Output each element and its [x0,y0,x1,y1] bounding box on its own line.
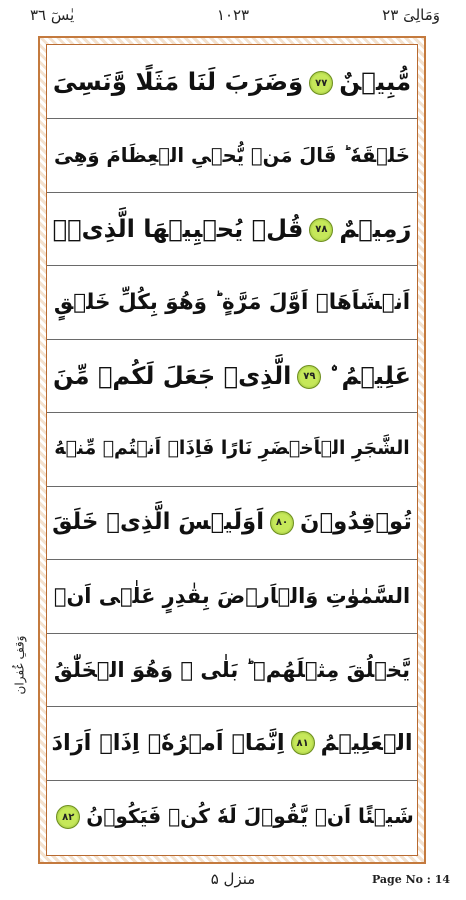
surah-name: یٰسٓ ٣٦ [30,6,75,24]
verse-text [53,215,412,243]
page-border [38,36,426,864]
verse-segment: عَلِیۡمُ ۨ [327,361,412,390]
verse-text [53,67,411,96]
verse-text [50,804,414,830]
verse-segment: الَّذِیۡ جَعَلَ لَكُمۡ مِّنَ [52,361,292,390]
ayah-number-marker: ٧٨ [309,218,333,242]
page-header [0,0,466,34]
ayah-number-marker: ٨١ [291,731,315,755]
verse-segment: الۡعَلِیۡمُ [320,729,413,756]
verse-text [54,657,410,682]
verse-segment: الشَّجَرِ الۡاَخۡضَرِ نَارًا فَاِذَاۤ اَنۡتُمۡ مِّنۡهُ [54,438,410,460]
verse-segment: اَنۡشَاَهَاۤ اَوَّلَ مَرَّةٍ ؕ وَهُوَ بِكُلِّ خَلۡقٍ [53,289,411,315]
verse-line [47,706,417,780]
page-number-arabic: ١٠٢٣ [216,6,250,24]
verse-segment: قُلۡ یُحۡیِیۡهَا الَّذِیۡۤ [52,214,304,243]
side-note [2,620,36,710]
verse-text [51,730,412,756]
verse-line [47,265,417,339]
verse-text [54,584,410,608]
verse-line [47,780,417,853]
verse-segment: اَوَلَیۡسَ الَّذِیۡ خَلَقَ [52,509,265,536]
verse-segment: شَیۡئًا اَنۡ یَّقُوۡلَ لَهٗ كُنۡ فَیَكُوۡنُ [86,803,414,828]
verse-text [54,144,410,167]
ayah-number-marker: ٧٧ [309,71,333,95]
ayah-number-marker: ٨٢ [56,805,80,829]
para-name: وَمَالِیَ ٢٣ [382,6,440,24]
verse-segment: یَّخۡلُقَ مِثۡلَهُمۡ ؕ بَلٰی ۚ وَهُوَ الۡخَلّٰقُ [53,656,411,682]
verse-segment: خَلۡقَهٗ ؕ قَالَ مَنۡ یُّحۡیِ الۡعِظَامَ وَهِیَ [53,143,411,167]
manzil-label: منزل ۵ [210,870,256,888]
verse-text [52,509,412,535]
verse-segment: اِنَّمَاۤ اَمۡرُهٗۤ اِذَاۤ اَرَادَ [51,729,285,756]
verse-line [47,192,417,266]
verse-lines [47,45,417,855]
verse-text [54,290,410,315]
verse-line [47,45,417,119]
verse-text [54,438,409,459]
side-note-text: وَقفِ غُفران [12,635,27,695]
verse-line [47,633,417,707]
text-area [46,44,418,856]
verse-line [47,339,417,413]
verse-segment: تُوۡقِدُوۡنَ [300,509,412,536]
verse-line [47,118,417,192]
page-number-label: Page No : 14 [371,873,450,886]
ayah-number-marker: ٧٩ [297,365,321,389]
verse-line [47,412,417,486]
verse-line [47,559,417,633]
verse-segment: السَّمٰوٰتِ وَالۡاَرۡضَ بِقٰدِرٍ عَلٰۤی اَنۡ [53,583,411,608]
verse-segment: وَضَرَبَ لَنَا مَثَلًا وَّنَسِیَ [52,67,304,97]
verse-segment: رَمِیۡمٌ [339,214,412,243]
verse-line [47,486,417,560]
verse-text [53,362,411,390]
verse-segment: مُّبِیۡنٌ [339,67,412,97]
ayah-number-marker: ٨٠ [270,511,294,535]
